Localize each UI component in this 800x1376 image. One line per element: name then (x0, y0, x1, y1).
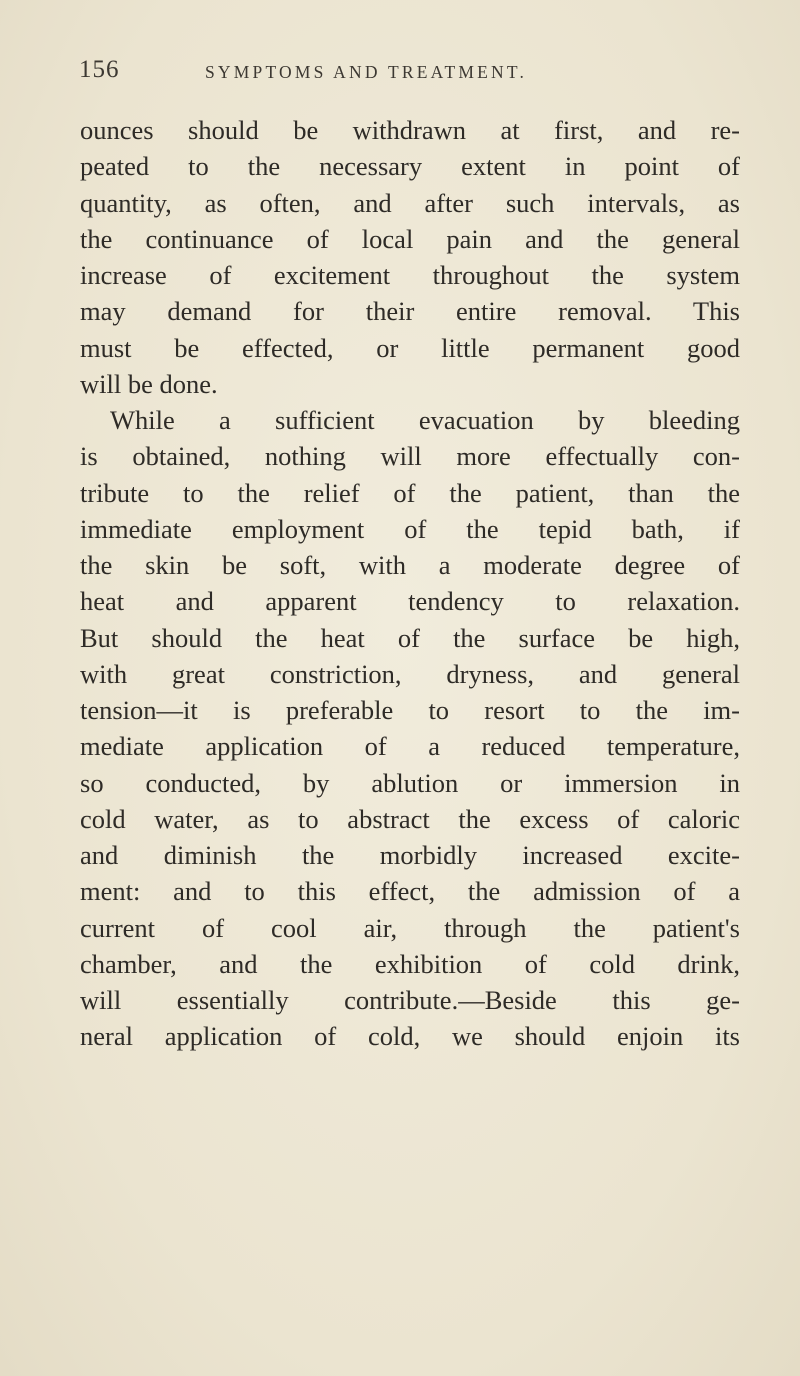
text-line: and diminish the morbidly increased excite- (80, 840, 740, 870)
text-line: tension—it is preferable to resort to the im- (80, 695, 740, 725)
text-line: may demand for their entire removal. This (80, 296, 740, 327)
running-title: SYMPTOMS AND TREATMENT. (205, 62, 528, 82)
text-line: is obtained, nothing will more effectually con- (80, 441, 740, 472)
text-line: quantity, as often, and after such intervals, as (80, 187, 740, 218)
text-line: immediate employment of the tepid bath, if (80, 513, 740, 544)
text-line: will essentially contribute.—Beside this ge- (80, 985, 740, 1015)
text-line: heat and apparent tendency to relaxation. (80, 586, 740, 617)
text-line: increase of excitement throughout the system (80, 260, 740, 290)
text-line: ment: and to this effect, the admission of a (80, 876, 740, 907)
text-line: current of cool air, through the patient's (80, 912, 740, 943)
page-number: 156 (79, 56, 120, 83)
body-text (80, 112, 740, 1055)
text-line: so conducted, by ablution or immersion in (80, 767, 740, 798)
paragraph-end-line: will be done. (80, 368, 218, 399)
paragraph-start-line: While a sufficient evacuation by bleeding (110, 405, 740, 435)
text-line: neral application of cold, we should enjoin its (80, 1021, 740, 1052)
text-line: must be effected, or little permanent good (80, 332, 740, 363)
text-line: ounces should be withdrawn at first, and re- (80, 115, 740, 145)
text-line: peated to the necessary extent in point of (80, 151, 740, 182)
text-line: chamber, and the exhibition of cold drink, (80, 948, 740, 979)
page-header (79, 56, 699, 96)
text-line: with great constriction, dryness, and general (80, 658, 740, 689)
text-line: tribute to the relief of the patient, than the (80, 477, 740, 508)
text-line: the skin be soft, with a moderate degree of (80, 550, 740, 580)
text-line: cold water, as to abstract the excess of caloric (80, 803, 740, 834)
text-line: the continuance of local pain and the general (80, 223, 740, 254)
text-line: But should the heat of the surface be high, (80, 622, 740, 653)
text-line: mediate application of a reduced temperature, (80, 731, 740, 762)
